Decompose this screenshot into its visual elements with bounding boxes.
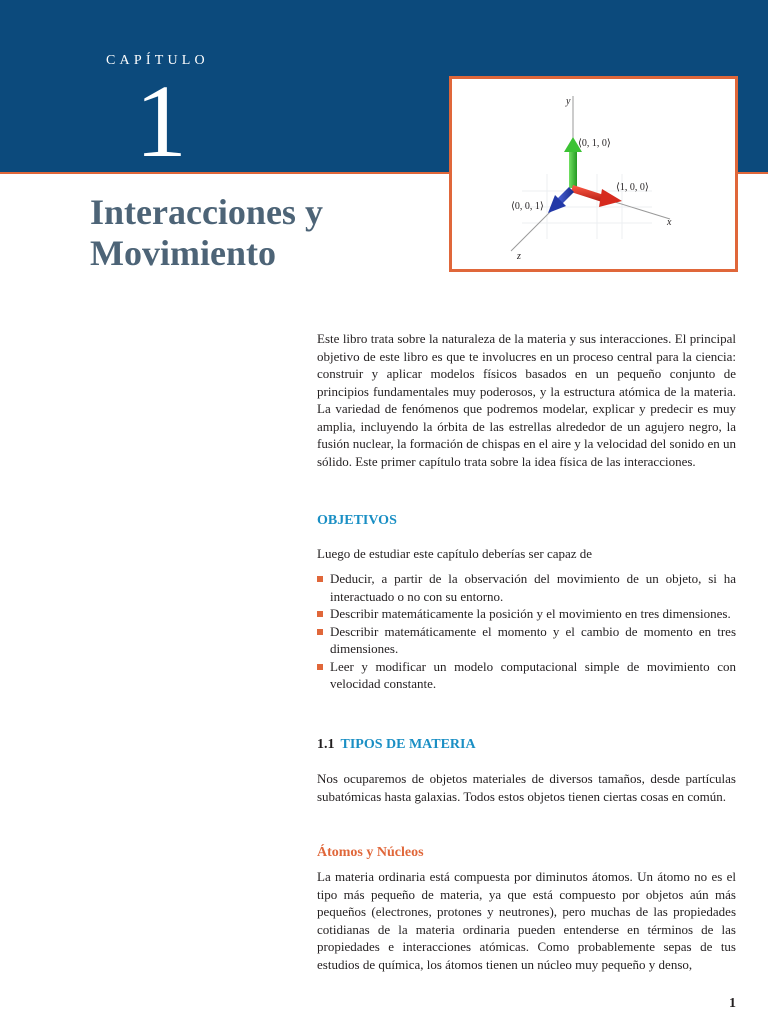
page-number: 1 [729, 996, 736, 1011]
vector-x-label: ⟨1, 0, 0⟩ [616, 182, 649, 193]
chapter-label: CAPÍTULO [106, 53, 209, 68]
section-number: 1.1 [317, 737, 335, 752]
chapter-title [90, 192, 323, 274]
y-axis-label: y [566, 96, 571, 107]
subsection-paragraph: La materia ordinaria está compuesta por diminutos átomos. Un átomo no es el tipo más pequeño de materia, ya que está compuesto por objetos aún más pequeños (electrones, protones y neutrones), pero muchas de las propiedades cotidianas de la materia ordinaria pueden entenderse en términos de las propiedades e interacciones atómicas. Como probablemente sepas de tus estudios de química, los átomos tienen un núcleo muy pequeño y denso, [317, 869, 736, 972]
section-paragraph: Nos ocuparemos de objetos materiales de diversos tamaños, desde partículas subatómicas hasta galaxias. Todos estos objetos tienen ciertas cosas en común. [317, 771, 736, 804]
intro-paragraph: Este libro trata sobre la naturaleza de la materia y sus interacciones. El principal objetivo de este libro es que te involucres en un proceso central para la ciencia: construir y aplicar modelos físicos basados en un pequeño conjunto de principios fundamentales muy poderosos, y la estructura atómica de la materia. La variedad de fenómenos que podremos modelar, explicar y predecir es muy amplia, incluyendo la órbita de las estrellas alrededor de un agujero negro, la fusión nuclear, la formación de chispas en el aire y la velocidad del sonido en un sólido. Este primer capítulo trata sobre la idea física de las interacciones. [317, 331, 736, 469]
unit-vectors-figure [449, 76, 738, 272]
x-axis-label: x [667, 217, 672, 228]
bullet-square-icon [317, 629, 323, 635]
vector-y-label: ⟨0, 1, 0⟩ [578, 138, 611, 149]
objective-text: Describir matemáticamente la posición y el movimiento en tres dimensiones. [330, 606, 731, 621]
bullet-square-icon [317, 611, 323, 617]
objective-text: Describir matemáticamente el momento y el cambio de momento en tres dimensiones. [330, 623, 736, 656]
objectives-heading: OBJETIVOS [317, 513, 397, 528]
chapter-title-line-2: Movimiento [90, 233, 276, 273]
objectives-list [317, 570, 736, 693]
unit-vectors-diagram [452, 79, 735, 269]
section-heading [317, 737, 476, 753]
subsection-heading: Átomos y Núcleos [317, 845, 424, 860]
bullet-square-icon [317, 664, 323, 670]
section-title: TIPOS DE MATERIA [340, 737, 476, 752]
objective-text: Deducir, a partir de la observación del movimiento de un objeto, si ha interactuado o no con su entorno. [330, 571, 736, 604]
objective-item [317, 605, 736, 623]
chapter-number: 1 [135, 64, 187, 179]
z-axis-label: z [517, 251, 521, 262]
objective-item [317, 623, 736, 658]
bullet-square-icon [317, 576, 323, 582]
vector-z-label: ⟨0, 0, 1⟩ [511, 201, 544, 212]
chapter-title-line-1: Interacciones y [90, 192, 323, 232]
objective-item [317, 658, 736, 693]
objective-item [317, 570, 736, 605]
objective-text: Leer y modificar un modelo computacional simple de movimiento con velocidad constante. [330, 658, 736, 691]
objectives-lead: Luego de estudiar este capítulo deberías ser capaz de [317, 546, 593, 561]
